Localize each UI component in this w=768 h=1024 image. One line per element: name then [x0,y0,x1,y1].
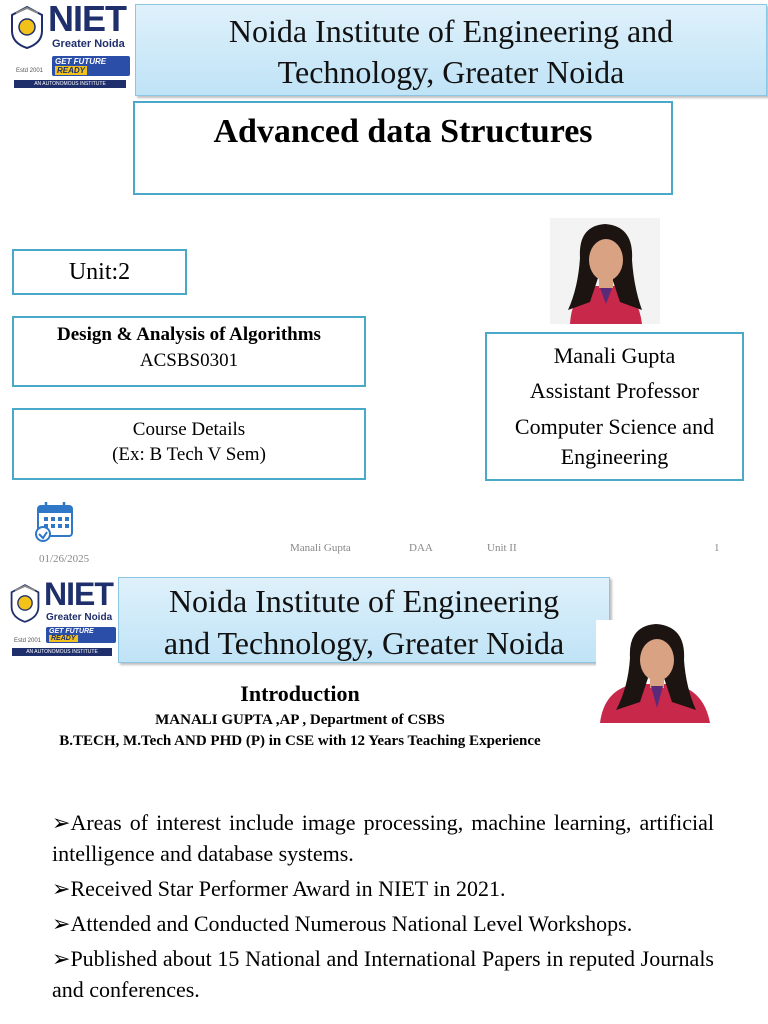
logo-brand: NIET [48,0,127,39]
arrow-bullet-icon: ➢ [52,911,71,936]
arrow-bullet-icon: ➢ [52,946,71,971]
footer-subject: DAA [409,542,433,554]
list-item: ➢Areas of interest include image processing, machine learning, artificial intelligence and database systems. [52,807,714,869]
calendar-icon [34,500,76,544]
intro-bullet-list [52,807,714,1009]
logo-autonomous: AN AUTONOMOUS INSTITUTE [14,80,126,88]
faculty-photo [550,218,660,324]
institute-banner [135,4,767,96]
footer-author: Manali Gupta [290,542,351,554]
course-title: Advanced data Structures [213,113,593,150]
course-details-box [12,408,366,480]
logo-city: Greater Noida [46,612,113,623]
niet-logo [6,2,130,90]
faculty-info-box [485,332,744,481]
course-details: Course Details (Ex: B Tech V Sem) [112,419,266,465]
logo-tagline: GET FUTURE READY [46,627,116,643]
footer-date: 01/26/2025 [39,553,90,565]
faculty-designation: Assistant Professor [529,378,700,403]
list-item: ➢Published about 15 National and International Papers in reputed Journals and conferences. [52,943,714,1005]
unit-label: Unit:2 [68,259,131,285]
subject-name: Design & Analysis of Algorithms [57,324,321,345]
logo-city: Greater Noida [52,38,125,50]
logo-est: Estd 2001 [14,638,42,644]
unit-box [12,249,187,295]
list-item: ➢Received Star Performer Award in NIET in 2021. [52,873,714,904]
logo-est: Estd 2001 [16,68,44,74]
institute-banner [118,577,610,663]
arrow-bullet-icon: ➢ [52,876,71,901]
arrow-bullet-icon: ➢ [52,810,71,835]
crest-icon [8,5,46,49]
subject-code: ACSBS0301 [139,350,239,371]
list-item: ➢Attended and Conducted Numerous National Level Workshops. [52,908,714,939]
logo-autonomous: AN AUTONOMOUS INSTITUTE [12,648,112,656]
faculty-department-line1: Computer Science and [514,414,715,439]
crest-icon [8,583,42,623]
slide-2 [0,576,768,1024]
subject-box [12,316,366,387]
intro-subheading-1: MANALI GUPTA ,AP , Department of CSBS [155,712,445,728]
course-title-box [133,101,673,195]
logo-tagline: GET FUTURE READY [52,56,130,76]
institute-title: Noida Institute of Engineering and Technology, Greater Noida [163,583,565,661]
footer-unit: Unit II [487,542,517,554]
intro-subheading-2: B.TECH, M.Tech AND PHD (P) in CSE with 12 Years Teaching Experience [59,733,541,749]
logo-brand: NIET [44,576,113,612]
intro-heading: Introduction [240,681,360,706]
footer-page-number: 1 [714,542,720,554]
faculty-name: Manali Gupta [553,343,676,368]
faculty-photo [596,620,714,723]
faculty-department-line2: Engineering [560,444,669,469]
institute-title: Noida Institute of Engineering and Technology, Greater Noida [228,13,674,90]
faculty-info [487,334,742,472]
niet-logo [6,576,116,658]
